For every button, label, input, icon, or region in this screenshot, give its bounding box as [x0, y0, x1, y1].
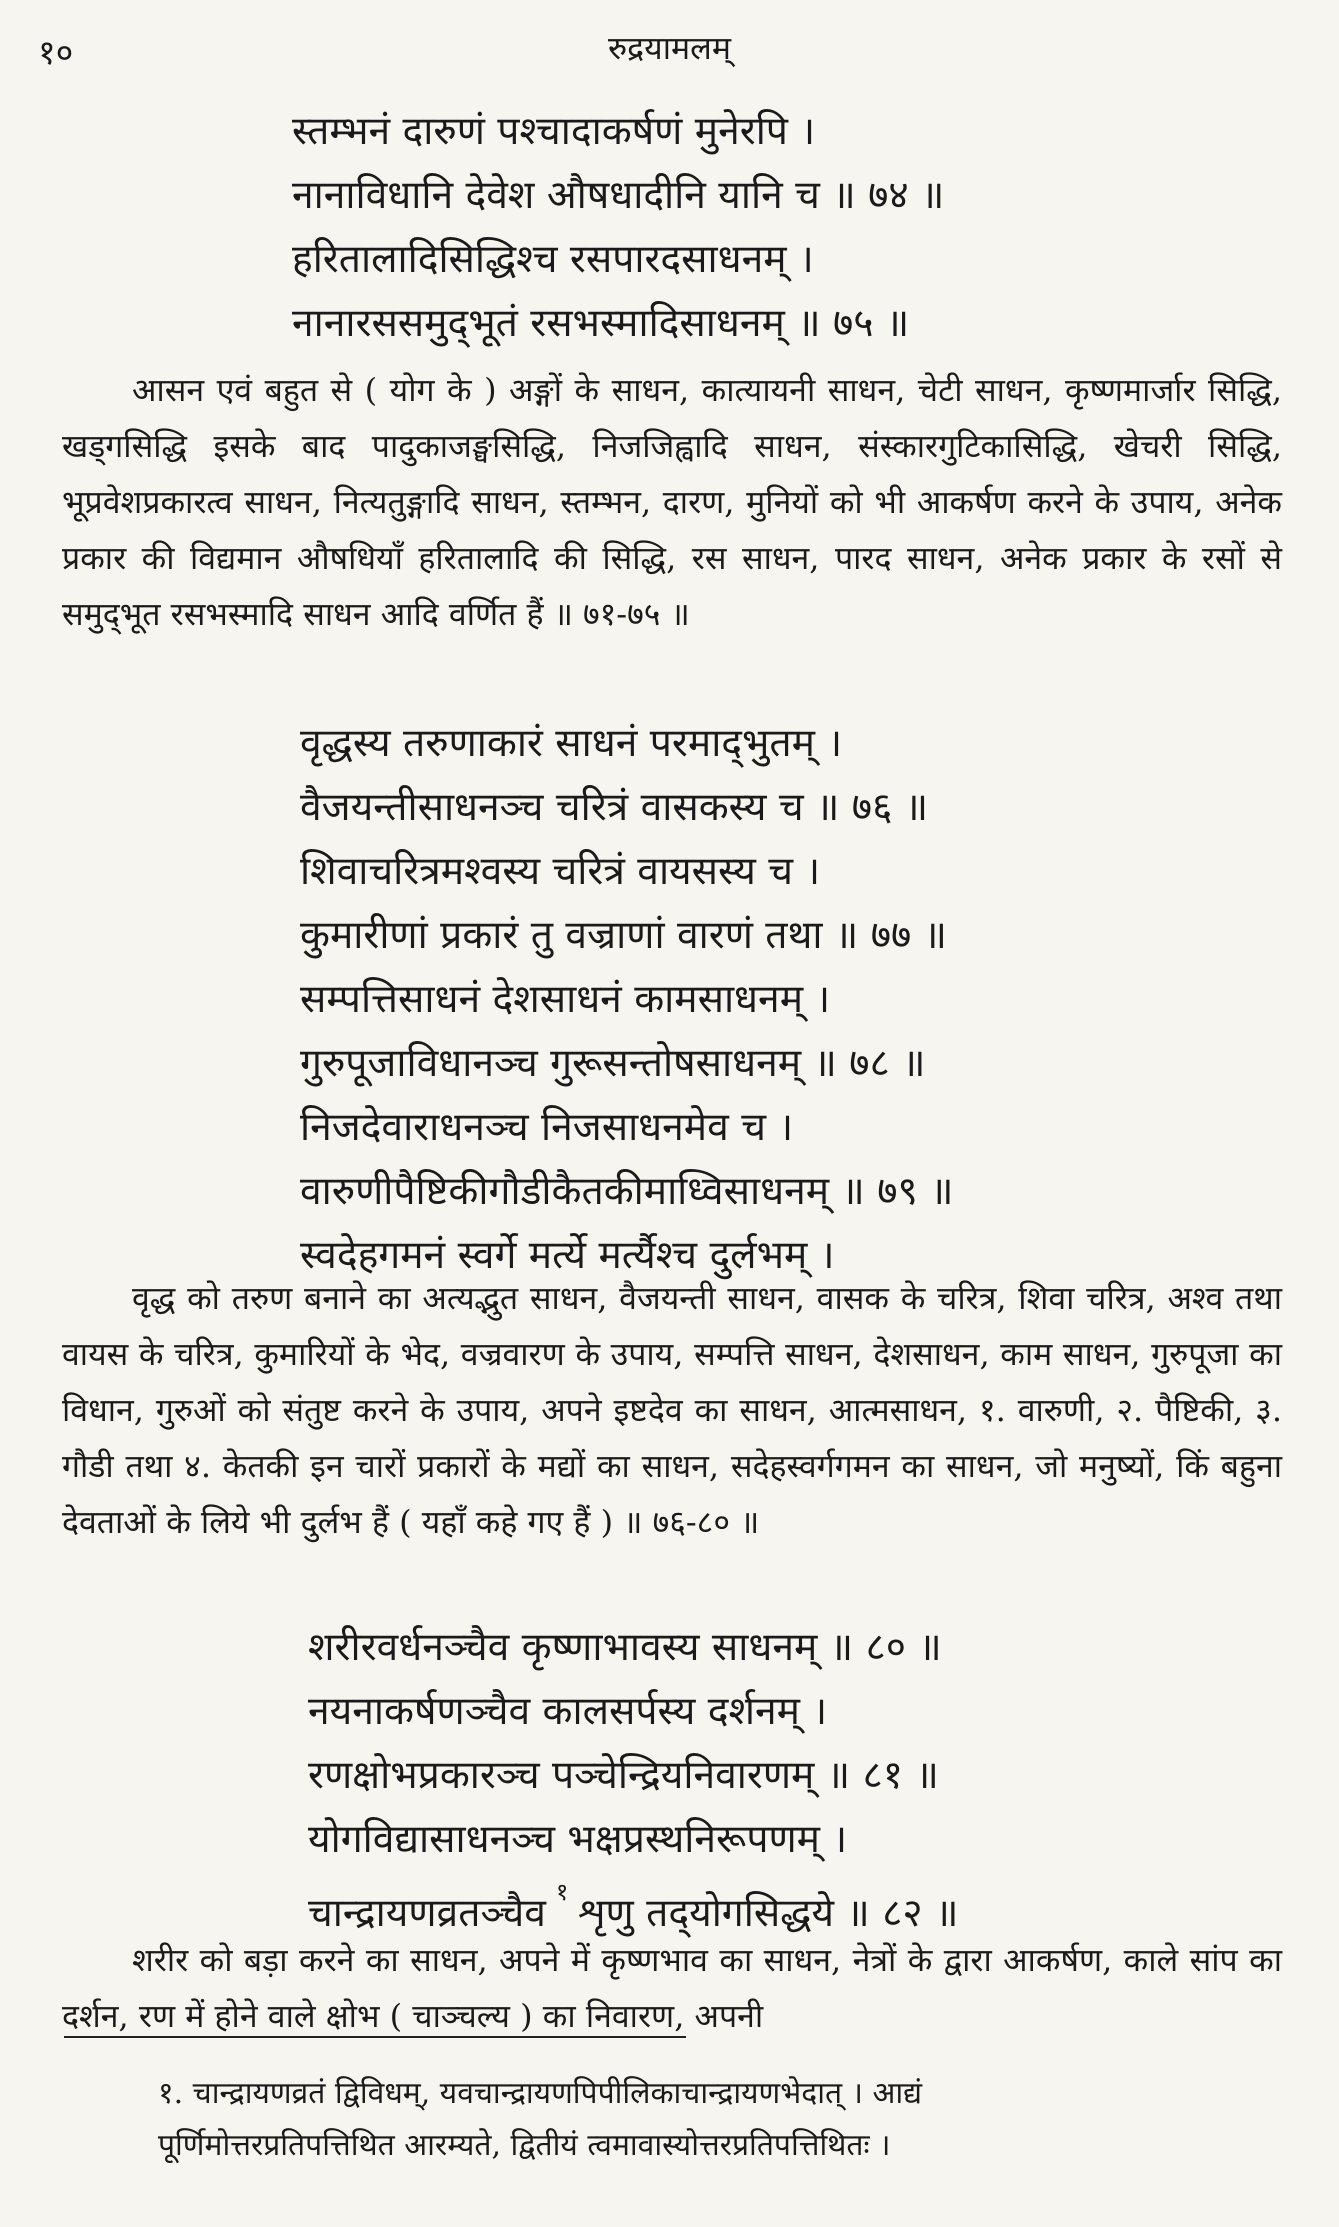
commentary-paragraph-81-82: शरीर को बड़ा करने का साधन, अपने में कृष्णभाव का साधन, नेत्रों के द्वारा आकर्षण, काले सांप का दर्शन, रण में होने वाले क्षोभ ( चाञ्चल्य ) का निवारण, अपनी	[62, 1941, 1282, 2035]
verse-line: शिवाचरित्रमश्वस्य चरित्रं वायसस्य च ।	[300, 849, 821, 894]
verse-line: वृद्धस्य तरुणाकारं साधनं परमाद्‌भुतम् ।	[300, 721, 843, 766]
commentary-paragraph-76-80: वृद्ध को तरुण बनाने का अत्यद्भुत साधन, वैजयन्ती साधन, वासक के चरित्र, शिवा चरित्र, अश्व तथा वायस के चरित्र, कुमारियों के भेद, वज्रवारण के उपाय, सम्पत्ति साधन, देशसाधन, काम साधन, गुरुपूजा का विधान, गुरुओं को संतुष्ट करने के उपाय, अपने इष्टदेव का साधन, आत्मसाधन, १. वारुणी, २. पैष्टिकी, ३. गौडी तथा ४. केतकी इन चारों प्रकारों के मद्यों का साधन, सदेहस्वर्गगमन का साधन, जो मनुष्यों, किं बहुना देवताओं के लिये भी दुर्लभ हैं ( यहाँ कहे गए हैं ) ॥ ७६-८० ॥	[62, 1279, 1282, 1541]
verse-line: वारुणीपैष्टिकीगौडीकैतकीमाध्विसाधनम् ॥ ७९ ॥	[300, 1169, 954, 1214]
footnote-marker: १	[555, 1878, 569, 1906]
verse-line: स्वदेहगमनं स्वर्गे मर्त्ये मर्त्यैश्च दुर्लभम् ।	[300, 1233, 835, 1278]
verse-line: नयनाकर्षणञ्चैव कालसर्पस्य दर्शनम् ।	[308, 1689, 828, 1734]
verse-block-74-75	[292, 100, 944, 356]
footnote-divider	[64, 2036, 686, 2038]
verse-block-80-82	[308, 1616, 958, 1936]
page-number: १०	[38, 33, 74, 73]
verse-82-first-half: चान्द्रायणव्रतञ्चैव	[308, 1891, 546, 1936]
verse-line: हरितालादिसिद्धिश्च रसपारदसाधनम् ।	[292, 237, 814, 282]
verse-line-82	[308, 1872, 958, 1936]
verse-line: योगविद्यासाधनञ्च भक्षप्रस्थनिरूपणम् ।	[308, 1817, 848, 1862]
verse-line: गुरुपूजाविधानञ्च गुरूसन्तोषसाधनम् ॥ ७८ ॥	[300, 1041, 926, 1086]
footnote-line: १. चान्द्रायणव्रतं द्विविधम्, यवचान्द्रायणपिपीलिकाचान्द्रायणभेदात् । आद्यं	[158, 2076, 923, 2111]
verse-line: कुमारीणां प्रकारं तु वज्राणां वारणं तथा ॥ ७७ ॥	[300, 913, 948, 958]
verse-line: नानाविधानि देवेश औषधादीनि यानि च ॥ ७४ ॥	[292, 173, 945, 218]
verse-line: वैजयन्तीसाधनञ्च चरित्रं वासकस्य च ॥ ७६ ॥	[300, 785, 929, 830]
commentary-paragraph-71-75: आसन एवं बहुत से ( योग के ) अङ्गों के साधन, कात्यायनी साधन, चेटी साधन, कृष्णमार्जार सिद्धि, खड्गसिद्धि इसके बाद पादुकाजङ्घसिद्धि, निजजिह्वादि साधन, संस्कारगुटिकासिद्धि, खेचरी सिद्धि, भूप्रवेशप्रकारत्व साधन, नित्यतुङ्गादि साधन, स्तम्भन, दारण, मुनियों को भी आकर्षण करने के उपाय, अनेक प्रकार की विद्यमान औषधियाँ हरितालादि की सिद्धि, रस साधन, पारद साधन, अनेक प्रकार के रसों से समुद्‌भूत रसभस्मादि साधन आदि वर्णित हैं ॥ ७१-७५ ॥	[62, 371, 1282, 633]
footnote-line: पूर्णिमोत्तरप्रतिपत्तिथित आरम्यते, द्वितीयं त्वमावास्योत्तरप्रतिपत्तिथितः ।	[158, 2128, 891, 2163]
verse-line: रणक्षोभप्रकारञ्च पञ्चेन्द्रियनिवारणम् ॥ ८१ ॥	[308, 1753, 939, 1798]
footnote	[158, 2068, 1268, 2172]
verse-line: स्तम्भनं दारुणं पश्चादाकर्षणं मुनेरपि ।	[292, 109, 816, 154]
running-header-title: रुद्रयामलम्	[608, 29, 731, 67]
verse-82-second-half: शृणु तद्‌योगसिद्धये ॥ ८२ ॥	[578, 1891, 959, 1936]
verse-block-76-79	[300, 712, 954, 1288]
verse-line: शरीरवर्धनञ्चैव कृष्णाभावस्य साधनम् ॥ ८० ॥	[308, 1625, 942, 1670]
verse-line: सम्पत्तिसाधनं देशसाधनं कामसाधनम् ।	[300, 977, 831, 1022]
verse-line: नानारससमुद्‌भूतं रसभस्मादिसाधनम् ॥ ७५ ॥	[292, 301, 910, 346]
verse-line: निजदेवाराधनञ्च निजसाधनमेव च ।	[300, 1105, 794, 1150]
